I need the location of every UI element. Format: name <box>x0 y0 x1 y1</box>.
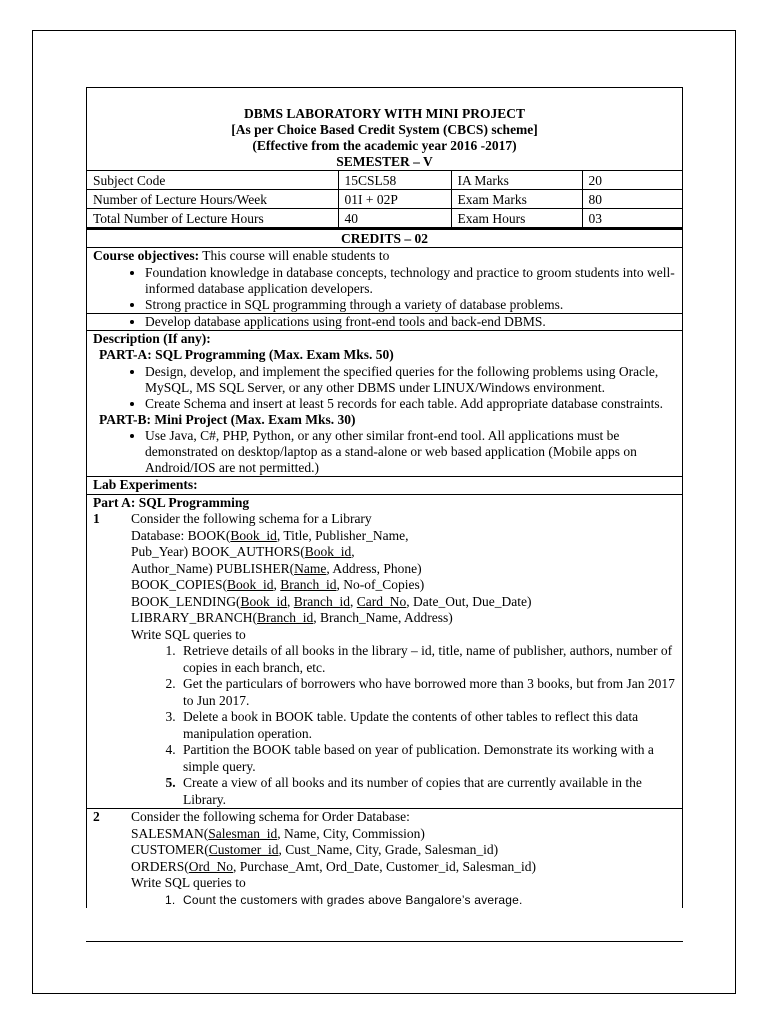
schema-line: SALESMAN(Salesman_id, Name, City, Commission) <box>131 825 425 841</box>
credits-row: CREDITS – 02 <box>87 228 682 247</box>
part-a-sql-heading: Part A: SQL Programming <box>93 494 250 510</box>
table-cell: IA Marks <box>451 171 582 190</box>
objectives-last-row <box>87 313 682 330</box>
list-item: 3. Delete a book in BOOK table. Update the contents of other tables to reflect this data manipulation operation. <box>179 709 682 742</box>
write-queries-label: Write SQL queries to <box>131 626 246 642</box>
table-cell: 01I + 02P <box>338 190 451 209</box>
syllabus-document <box>86 87 683 908</box>
experiment-intro: Consider the following schema for a Library <box>131 511 372 526</box>
table-cell: Exam Marks <box>451 190 582 209</box>
list-item: • Create Schema and insert at least 5 records for each table. Add appropriate database constraints. <box>145 396 682 412</box>
lab-experiments-label: Lab Experiments: <box>87 476 682 494</box>
description-label: Description (If any): <box>93 330 211 346</box>
schema-line: CUSTOMER(Customer_id, Cust_Name, City, Grade, Salesman_id) <box>131 842 499 857</box>
schema-line: Author_Name) PUBLISHER(Name, Address, Phone) <box>131 560 422 576</box>
experiments-section <box>87 494 682 809</box>
semester-line: SEMESTER – V <box>336 154 433 169</box>
experiment-number: 2 <box>93 809 100 824</box>
course-objectives-section <box>87 247 682 313</box>
course-title: DBMS LABORATORY WITH MINI PROJECT <box>243 106 526 121</box>
document-bottom-rule <box>86 941 683 942</box>
list-item: • Strong practice in SQL programming through a variety of database problems. <box>145 297 682 313</box>
experiment-1 <box>87 511 682 808</box>
table-cell: Subject Code <box>87 171 338 190</box>
table-row <box>87 171 682 190</box>
table-cell: 80 <box>582 190 682 209</box>
objectives-intro: This course will enable students to <box>199 248 390 263</box>
table-row <box>87 190 682 209</box>
table-cell: 40 <box>338 209 451 228</box>
experiment-number: 1 <box>93 511 100 526</box>
table-cell: 20 <box>582 171 682 190</box>
list-item: • Develop database applications using front-end tools and back-end DBMS. <box>145 314 682 330</box>
scheme-line: [As per Choice Based Credit System (CBCS) scheme] <box>231 122 538 137</box>
effective-line: (Effective from the academic year 2016 -2017) <box>252 138 517 153</box>
schema-line: BOOK_COPIES(Book_id, Branch_id, No-of_Copies) <box>131 577 425 592</box>
list-item: 1. Retrieve details of all books in the library – id, title, name of publisher, authors, number of copies in each branch, etc. <box>179 643 682 676</box>
list-item: • Use Java, C#, PHP, Python, or any other similar front-end tool. All applications must be demonstrated on desktop/laptop as a stand-alone or web based application (Mobile apps on Android/IOS are not permitted.) <box>145 428 682 476</box>
schema-line: ORDERS(Ord_No, Purchase_Amt, Ord_Date, Customer_id, Salesman_id) <box>131 858 536 874</box>
list-item: 5. Create a view of all books and its number of copies that are currently available in the Library. <box>179 775 682 808</box>
document-header <box>87 88 682 170</box>
query-list <box>131 643 682 808</box>
part-a-heading: PART-A: SQL Programming (Max. Exam Mks. 50) <box>99 347 394 362</box>
description-section <box>87 330 682 477</box>
schema-line: Database: BOOK(Book_id, Title, Publisher_Name, <box>131 527 409 543</box>
query-list <box>131 892 682 909</box>
course-info-table <box>87 170 682 228</box>
objectives-label: Course objectives: <box>93 248 200 263</box>
table-cell: 15CSL58 <box>338 171 451 190</box>
list-item: • Foundation knowledge in database concepts, technology and practice to groom students into well-informed database application developers. <box>145 265 682 297</box>
experiment-2 <box>87 809 682 908</box>
table-cell: Number of Lecture Hours/Week <box>87 190 338 209</box>
table-row <box>87 209 682 228</box>
schema-line: Pub_Year) BOOK_AUTHORS(Book_id, <box>131 544 355 559</box>
list-item: 1. Count the customers with grades above Bangalore’s average. <box>179 892 682 909</box>
part-b-heading: PART-B: Mini Project (Max. Exam Mks. 30) <box>99 411 356 427</box>
list-item: 2. Get the particulars of borrowers who have borrowed more than 3 books, but from Jan 2017 to Jun 2017. <box>179 676 682 709</box>
list-item: • Design, develop, and implement the specified queries for the following problems using Oracle, MySQL, MS SQL Server, or any other DBMS under LINUX/Windows environment. <box>145 364 682 396</box>
experiment-2-section <box>87 808 682 908</box>
table-cell: 03 <box>582 209 682 228</box>
list-item: 4. Partition the BOOK table based on year of publication. Demonstrate its working with a simple query. <box>179 742 682 775</box>
schema-line: LIBRARY_BRANCH(Branch_id, Branch_Name, Address) <box>131 610 453 625</box>
table-cell: Exam Hours <box>451 209 582 228</box>
write-queries-label: Write SQL queries to <box>131 875 246 890</box>
schema-line: BOOK_LENDING(Book_id, Branch_id, Card_No, Date_Out, Due_Date) <box>131 593 532 609</box>
experiment-intro: Consider the following schema for Order Database: <box>131 809 410 824</box>
table-cell: Total Number of Lecture Hours <box>87 209 338 228</box>
